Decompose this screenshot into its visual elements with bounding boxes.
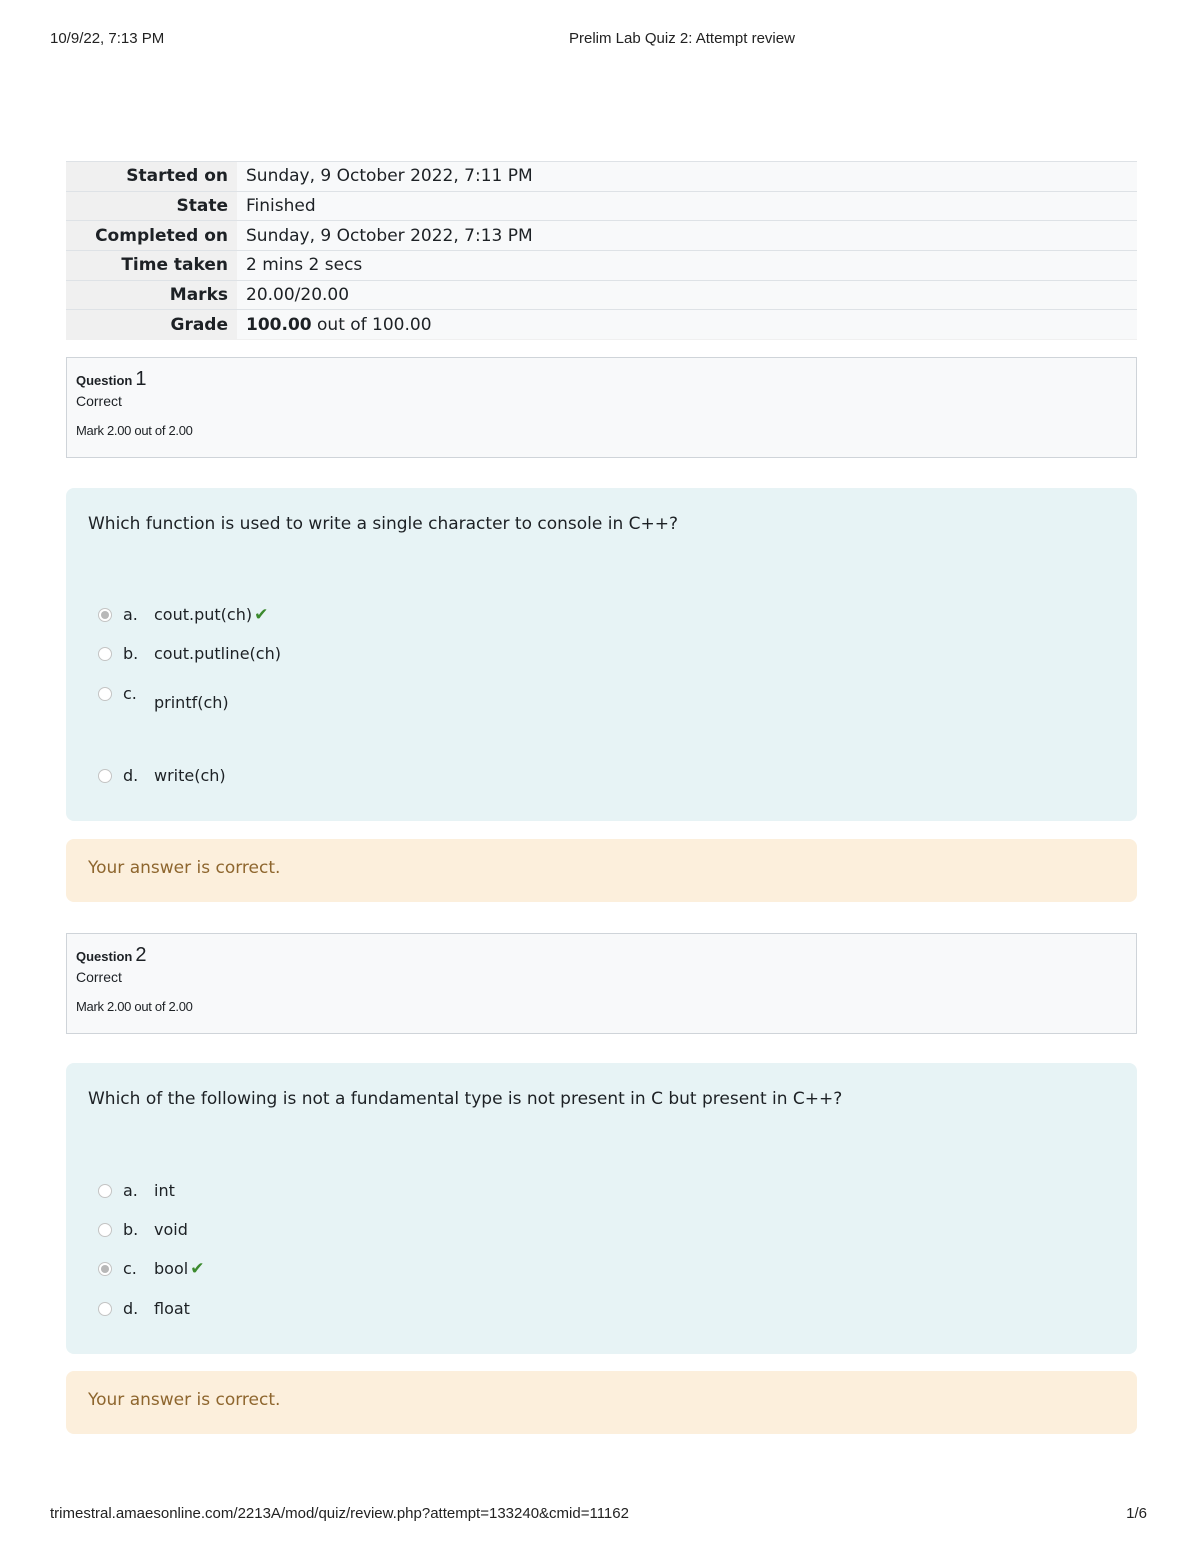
question-1-formulation	[66, 488, 1137, 821]
question-number	[76, 942, 1127, 968]
radio-button[interactable]	[98, 1262, 112, 1276]
option-letter: d.	[123, 766, 139, 785]
radio-button[interactable]	[98, 1302, 112, 1316]
feedback-text: Your answer is correct.	[88, 1390, 281, 1410]
question-grade: Mark 2.00 out of 2.00	[76, 999, 193, 1014]
question-grade: Mark 2.00 out of 2.00	[76, 423, 193, 438]
question-2-formulation	[66, 1063, 1137, 1354]
summary-value: Sunday, 9 October 2022, 7:11 PM	[237, 162, 1137, 192]
question-text: Which function is used to write a single character to console in C++?	[88, 514, 679, 534]
check-icon: ✔	[190, 1259, 205, 1279]
summary-row-time	[66, 251, 1137, 281]
summary-row-started	[66, 162, 1137, 192]
option-letter: a.	[123, 605, 138, 624]
summary-value: Sunday, 9 October 2022, 7:13 PM	[237, 221, 1137, 251]
summary-row-marks	[66, 280, 1137, 310]
option-text: int	[154, 1181, 175, 1200]
question-number-value: 1	[135, 368, 147, 390]
radio-button[interactable]	[98, 1223, 112, 1237]
option-text: bool	[154, 1259, 189, 1278]
option-text: void	[154, 1220, 188, 1239]
attempt-summary-table	[66, 161, 1137, 340]
print-footer	[0, 1505, 1200, 1525]
print-header	[0, 30, 1200, 50]
summary-label: Marks	[66, 280, 237, 310]
option-text: write(ch)	[154, 766, 226, 785]
option-letter: c.	[123, 1259, 137, 1278]
radio-button[interactable]	[98, 769, 112, 783]
option-letter: b.	[123, 1220, 139, 1239]
summary-row-state	[66, 191, 1137, 221]
option-text: cout.putline(ch)	[154, 644, 281, 663]
option-text: cout.put(ch)	[154, 605, 253, 624]
page-url: trimestral.amaesonline.com/2213A/mod/quiz/review.php?attempt=133240&cmid=11162	[50, 1505, 629, 1522]
question-2-info	[66, 933, 1137, 1034]
question-state: Correct	[76, 393, 122, 409]
grade-score: 100.00	[246, 314, 312, 335]
radio-button[interactable]	[98, 608, 112, 622]
summary-row-grade	[66, 310, 1137, 340]
summary-label: Time taken	[66, 251, 237, 281]
question-label: Question	[76, 949, 133, 964]
option-text: printf(ch)	[154, 693, 229, 712]
summary-label: Started on	[66, 162, 237, 192]
question-number	[76, 366, 1127, 392]
summary-label: Grade	[66, 310, 237, 340]
grade-out-of: out of 100.00	[317, 314, 432, 335]
option-letter: c.	[123, 684, 137, 703]
option-text: float	[154, 1299, 190, 1318]
check-icon: ✔	[254, 605, 269, 625]
question-label: Question	[76, 373, 133, 388]
question-1-feedback	[66, 839, 1137, 902]
summary-value	[237, 310, 1137, 340]
print-page-title: Prelim Lab Quiz 2: Attempt review	[569, 30, 795, 47]
question-1-info	[66, 357, 1137, 458]
option-letter: a.	[123, 1181, 138, 1200]
feedback-text: Your answer is correct.	[88, 858, 281, 878]
print-datetime: 10/9/22, 7:13 PM	[50, 30, 165, 47]
option-letter: b.	[123, 644, 139, 663]
summary-row-completed	[66, 221, 1137, 251]
summary-label: State	[66, 191, 237, 221]
summary-value: Finished	[237, 191, 1137, 221]
radio-button[interactable]	[98, 687, 112, 701]
summary-value: 2 mins 2 secs	[237, 251, 1137, 281]
question-state: Correct	[76, 969, 122, 985]
option-letter: d.	[123, 1299, 139, 1318]
radio-button[interactable]	[98, 1184, 112, 1198]
radio-button[interactable]	[98, 647, 112, 661]
question-text: Which of the following is not a fundamental type is not present in C but present in C++?	[88, 1089, 843, 1109]
page-number: 1/6	[1126, 1505, 1147, 1522]
question-2-feedback	[66, 1371, 1137, 1434]
question-number-value: 2	[135, 944, 147, 966]
summary-value: 20.00/20.00	[237, 280, 1137, 310]
summary-label: Completed on	[66, 221, 237, 251]
